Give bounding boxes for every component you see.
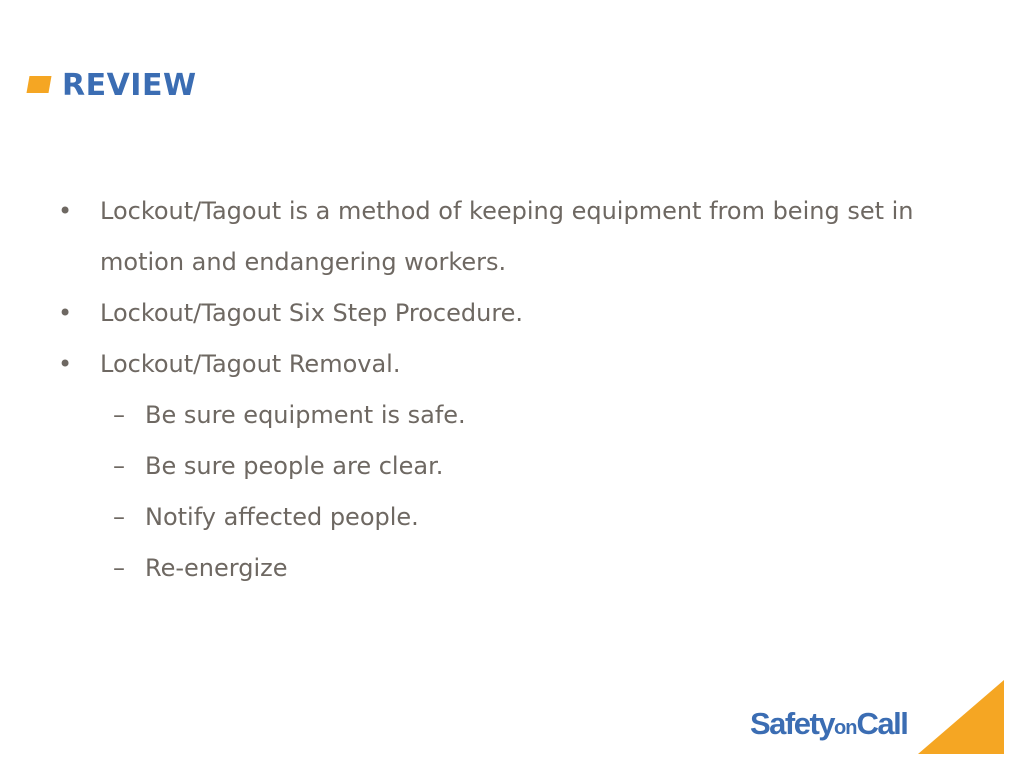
- dash-marker: –: [113, 452, 125, 480]
- bullet-marker: •: [58, 350, 73, 378]
- bullet-item: [58, 288, 938, 339]
- sub-bullet-item: [58, 492, 938, 543]
- dash-marker: –: [113, 401, 125, 429]
- sub-bullet-item: [58, 390, 938, 441]
- sub-bullet-text: Be sure equipment is safe.: [145, 401, 466, 429]
- bullet-marker: •: [58, 299, 73, 327]
- title-marker-icon: [27, 76, 52, 93]
- safety-on-call-logo: [750, 706, 907, 742]
- sub-bullet-text: Re-energize: [145, 554, 288, 582]
- bullet-marker: •: [58, 197, 73, 225]
- bullet-text: Lockout/Tagout Six Step Procedure.: [100, 299, 524, 327]
- bullet-item: [58, 339, 938, 390]
- bullet-text: Lockout/Tagout is a method of keeping equipment from being set in motion and endangering workers.: [100, 197, 914, 276]
- dash-marker: –: [113, 554, 125, 582]
- corner-triangle-icon: [918, 680, 1004, 754]
- bullet-text: Lockout/Tagout Removal.: [100, 350, 401, 378]
- bullet-item: [58, 186, 938, 288]
- slide-content: [58, 186, 938, 594]
- logo-text-safety: Safety: [750, 706, 835, 741]
- sub-bullet-text: Notify affected people.: [145, 503, 419, 531]
- sub-bullet-item: [58, 543, 938, 594]
- logo-text-on: on: [834, 717, 857, 739]
- sub-bullet-item: [58, 441, 938, 492]
- slide-title: REVIEW: [62, 68, 197, 103]
- dash-marker: –: [113, 503, 125, 531]
- sub-bullet-text: Be sure people are clear.: [145, 452, 444, 480]
- logo-text-call: Call: [856, 706, 908, 741]
